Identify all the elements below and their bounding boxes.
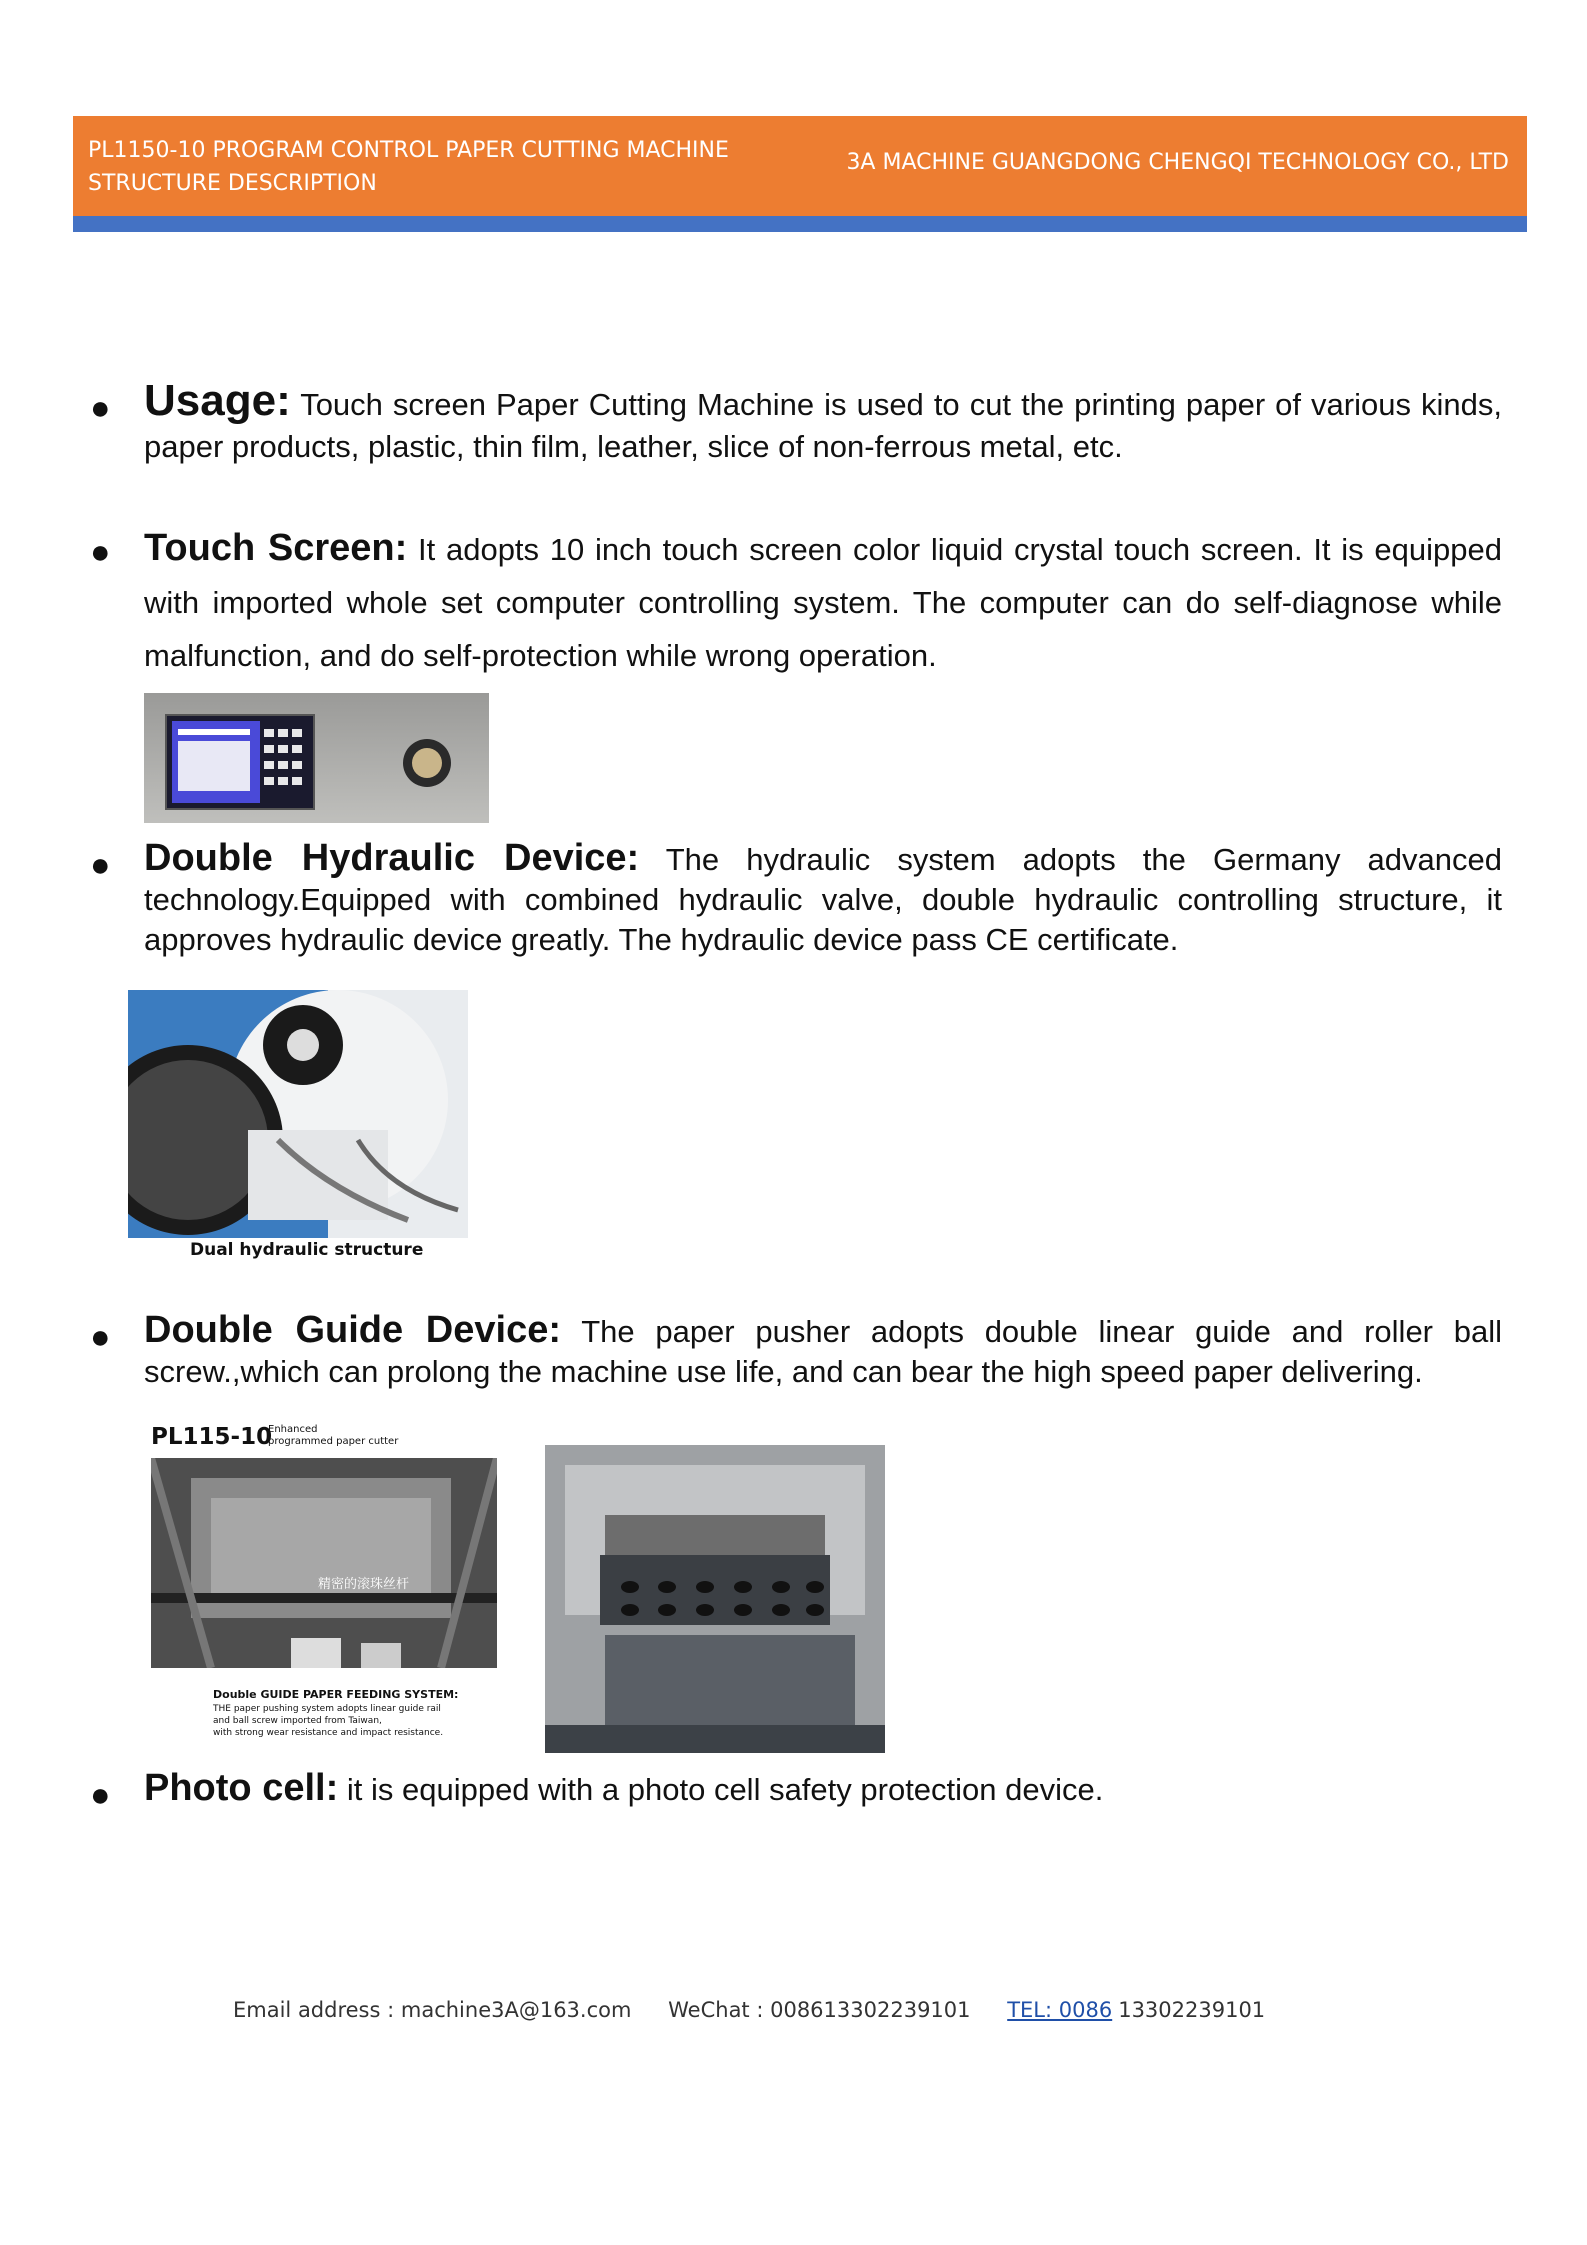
touch-screen-illustration (144, 693, 489, 823)
touch-screen-text: It adopts 10 inch touch screen color liquid crystal touch screen. It is equipped with imported whole set computer controlling system. The computer can do self-diagnose while malfunction, and do self-protection while wrong operation. (144, 532, 1502, 673)
hydraulic-text: The hydraulic system adopts the Germany advanced technology.Equipped with combined hydraulic valve, double hydraulic controlling structure, it approves hydraulic device greatly. The hydraulic device pass CE certificate. (144, 842, 1502, 957)
photocell-paragraph (144, 1767, 1502, 1811)
footer-email: Email address : machine3A@163.com (233, 1998, 632, 2022)
usage-text: Touch screen Paper Cutting Machine is used to cut the printing paper of various kinds, paper products, plastic, thin film, leather, slice of non-ferrous metal, etc. (144, 387, 1502, 464)
hydraulic-heading: Double Hydraulic Device: (144, 837, 640, 879)
bullet-dot-icon: ● (90, 533, 111, 571)
touch-screen-photo (144, 693, 489, 823)
usage-paragraph (144, 376, 1502, 468)
photocell-text: it is equipped with a photo cell safety protection device. (346, 1772, 1104, 1807)
guide-text: The paper pusher adopts double linear guide and roller ball screw.,which can prolong the machine use life, and can bear the high speed paper delivering. (144, 1314, 1502, 1389)
hydraulic-caption: Dual hydraulic structure (190, 1240, 424, 1260)
hydraulic-photo (128, 990, 468, 1238)
guide-photo-1-caption (213, 1687, 478, 1739)
hydraulic-paragraph (144, 838, 1502, 960)
guide-caption-line1: THE paper pushing system adopts linear guide rail (213, 1704, 441, 1714)
header-accent-strip (73, 216, 1527, 232)
guide-model-sub (268, 1424, 398, 1448)
photocell-heading: Photo cell: (144, 1767, 339, 1809)
guide-model-label: PL115-10 (151, 1424, 273, 1450)
guide-photo-1-image (151, 1458, 497, 1668)
guide-caption-title: Double GUIDE PAPER FEEDING SYSTEM: (213, 1688, 459, 1701)
guide-heading: Double Guide Device: (144, 1309, 561, 1351)
guide-model-sub-line2: programmed paper cutter (268, 1436, 399, 1447)
bullet-dot-icon: ● (90, 846, 111, 884)
guide-paragraph (144, 1310, 1502, 1392)
hydraulic-illustration (128, 990, 468, 1238)
guide-model-sub-line1: Enhanced (268, 1424, 318, 1435)
footer-tel-link[interactable]: TEL: 0086 (1007, 1998, 1113, 2022)
bullet-dot-icon: ● (90, 389, 111, 427)
guide-photo-1-overlay: 精密的滚珠丝杆 (318, 1576, 410, 1591)
document-title-line1: PL1150-10 PROGRAM CONTROL PAPER CUTTING MACHINE (88, 138, 729, 163)
document-title-line2: STRUCTURE DESCRIPTION (88, 171, 377, 196)
touch-screen-heading: Touch Screen: (144, 527, 408, 569)
usage-heading: Usage: (144, 376, 291, 425)
guide-caption-line3: with strong wear resistance and impact resistance. (213, 1728, 444, 1738)
footer-contact (233, 1998, 1295, 2022)
bullet-dot-icon: ● (90, 1776, 111, 1814)
document-title (88, 134, 808, 200)
touch-screen-paragraph (144, 522, 1502, 682)
guide-photo-2 (545, 1445, 885, 1753)
bullet-dot-icon: ● (90, 1318, 111, 1356)
company-name: 3A MACHINE GUANGDONG CHENGQI TECHNOLOGY CO., LTD (846, 150, 1509, 175)
footer-tel-number: 13302239101 (1118, 1998, 1266, 2022)
guide-caption-line2: and ball screw imported from Taiwan, (213, 1716, 382, 1726)
footer-wechat: WeChat : 008613302239101 (668, 1998, 971, 2022)
